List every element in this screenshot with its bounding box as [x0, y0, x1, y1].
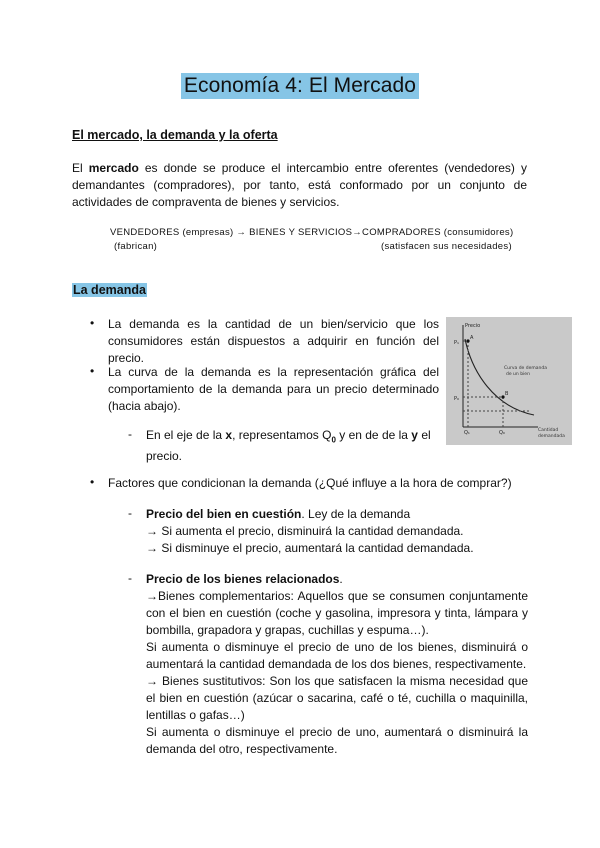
- bienes-sustitutivos: → Bienes sustitutivos: Son los que satisfacen la misma necesidad que el bien en cuestión (azúcar o sacarina, café o té, cuchilla o maquinilla, lentillas o gafas…): [146, 674, 528, 722]
- bienes-complementarios: →Bienes complementarios: Aquellos que se consumen conjuntamente con el bien en cuestión (coche y gasolina, impresora y tinta, lámpara y bombilla, grapadora y grapas, cuchillas y espuma…).: [146, 589, 528, 637]
- ejes-text-d: el precio.: [146, 428, 431, 464]
- factor-bienes-relacionados-title: [146, 571, 528, 588]
- bullet-dot: •: [90, 316, 95, 330]
- demand-curve-line: [465, 339, 534, 415]
- ejes-y-letter: y: [411, 428, 418, 442]
- page-title: Economía 4: El Mercado: [181, 73, 419, 99]
- factor-precio-bien-title: [146, 506, 536, 523]
- sub-bullet-ejes: [146, 427, 431, 465]
- bullet-dot: •: [90, 475, 95, 489]
- point-b-label: B: [505, 391, 509, 397]
- ejes-x-letter: x: [225, 428, 233, 442]
- flow-right-note: (satisfacen sus necesidades): [381, 241, 512, 252]
- ejes-text-c: y en de de la: [335, 428, 412, 442]
- point-a-label: A: [470, 335, 474, 341]
- factor-bienes-relacionados-period: .: [339, 572, 343, 586]
- mercado-definition-rest: es donde se produce el intercambio entre oferentes (vendedores) y demandantes (compradores), por tanto, está conformado por un conjunto de actividades de compraventa de bienes y servicios.: [72, 161, 527, 210]
- bienes-sustitutivos-efecto: Si aumenta o disminuye el precio de uno, aumentará o disminuirá la demanda del otro, respectivamente.: [146, 725, 528, 756]
- ejes-q-subscript: 0: [331, 435, 336, 445]
- factor-precio-bien-rule-1: → Si aumenta el precio, disminuirá la cantidad demandada.: [146, 524, 464, 538]
- section-heading-mercado: El mercado, la demanda y la oferta: [72, 128, 278, 142]
- bienes-complementarios-efecto: Si aumenta o disminuye el precio de uno de los bienes, disminuirá o aumentará la cantidad demandada de los dos bienes, respectivamente.: [146, 640, 528, 671]
- demand-curve-figure: [446, 317, 572, 445]
- curve-note-2: de un bien: [506, 372, 530, 377]
- title-wrapper: [0, 73, 600, 99]
- flow-line: VENDEDORES (empresas) → BIENES Y SERVICIOS→COMPRADORES (consumidores): [110, 227, 514, 238]
- bullet-curva-demanda: La curva de la demanda es la representación gráfica del comportamiento de la demanda para un precio determinado (hacia abajo).: [108, 365, 439, 413]
- bullet-dot: •: [90, 364, 95, 378]
- bullet-factores: Factores que condicionan la demanda (¿Qué influye a la hora de comprar?): [108, 476, 512, 490]
- ejes-text-a: En el eje de la: [146, 428, 226, 442]
- sub-bullet-dash: -: [128, 506, 132, 520]
- mercado-definition-start: El: [72, 161, 89, 175]
- mercado-bold-term: mercado: [88, 161, 139, 175]
- x-axis-label-2: demandada: [538, 434, 565, 439]
- mercado-definition: [72, 160, 527, 212]
- factor-precio-bien-law: . Ley de la demanda: [301, 507, 411, 521]
- ejes-text-b: , representamos Q: [232, 428, 332, 442]
- curve-note-1: Curva de demanda: [504, 366, 547, 371]
- factor-precio-bien-heading: Precio del bien en cuestión: [146, 507, 302, 521]
- demand-curve-svg: [446, 317, 572, 445]
- flow-left-note: (fabrican): [114, 241, 158, 252]
- q0-label: Q₀: [499, 430, 505, 436]
- factor-precio-bien-rule-2: → Si disminuye el precio, aumentará la cantidad demandada.: [146, 541, 474, 555]
- sub-bullet-dash: -: [128, 427, 132, 441]
- sub-bullet-dash: -: [128, 571, 132, 585]
- factor-precio-bien: [146, 506, 536, 557]
- y-axis-label: Precio: [465, 323, 481, 329]
- section-heading-demanda: La demanda: [73, 283, 146, 297]
- q1-label: Q₁: [464, 430, 470, 436]
- x-axis-label-1: Cantidad: [538, 428, 559, 433]
- factor-bienes-relacionados: [146, 571, 528, 758]
- bullet-demanda-definicion: La demanda es la cantidad de un bien/servicio que los consumidores están dispuestos a adquirir en función del precio.: [108, 317, 439, 365]
- p1-label: P₁: [454, 340, 460, 346]
- p0-label: P₀: [454, 396, 460, 402]
- factor-bienes-relacionados-heading: Precio de los bienes relacionados: [146, 572, 340, 586]
